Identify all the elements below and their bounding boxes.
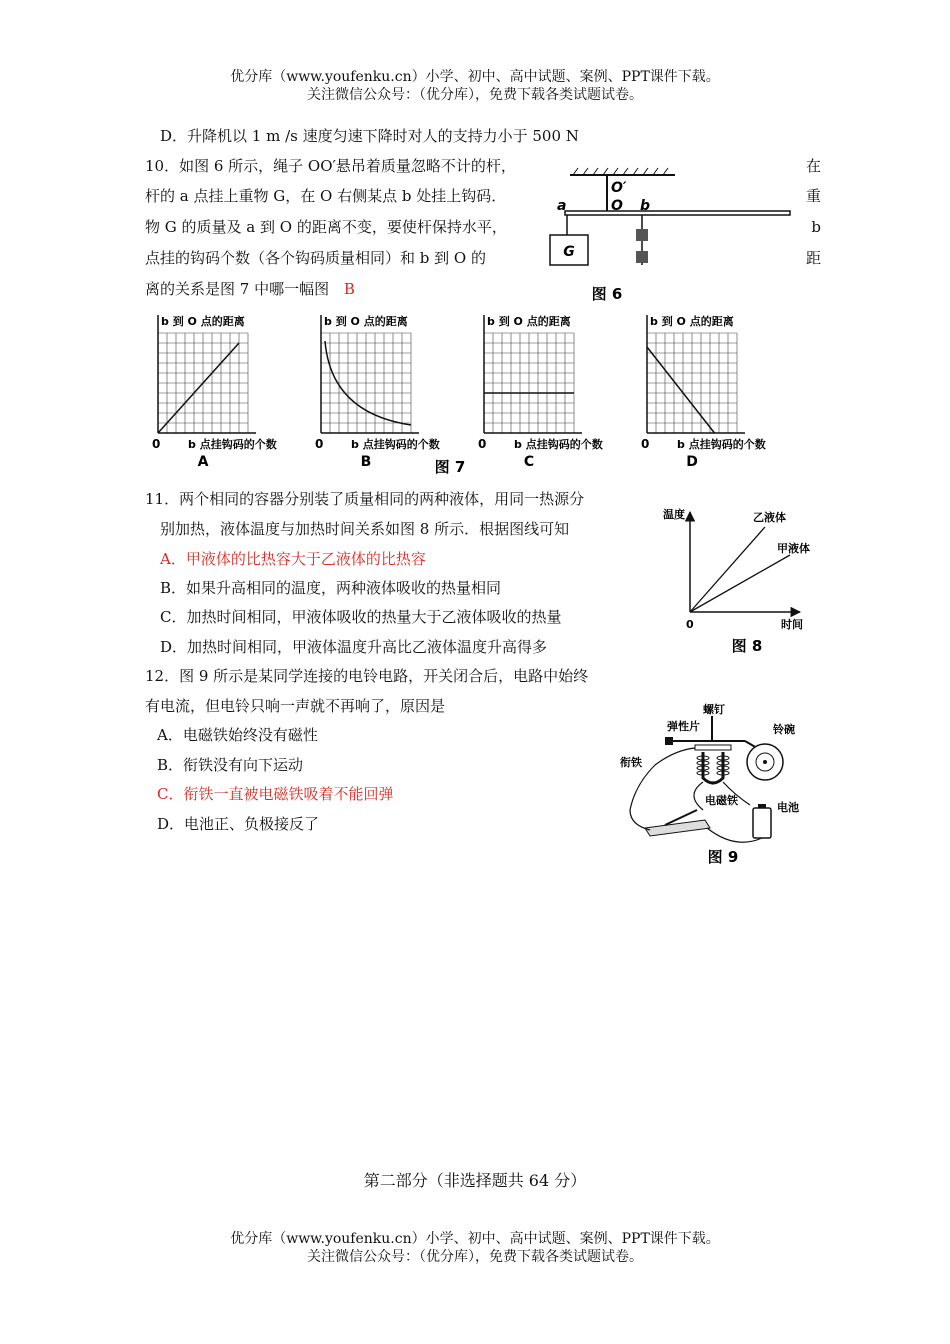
- q12-option-c: C．衔铁一直被电磁铁吸着不能回弹: [157, 785, 394, 803]
- battery: [753, 808, 771, 838]
- q10-answer: B: [343, 280, 355, 298]
- figure-7-graphs: [152, 314, 766, 470]
- graph-zero: 0: [478, 437, 487, 451]
- q11-option-d: D．加热时间相同，甲液体温度升高比乙液体温度升高得多: [160, 638, 548, 656]
- q10-line-5: [145, 279, 355, 299]
- hook-weight-2: [636, 251, 648, 263]
- graph-xlabel: b 点挂钩码的个数: [351, 438, 440, 451]
- fig8-label-jia: 甲液体: [777, 542, 810, 555]
- graph-zero: 0: [152, 437, 161, 451]
- line-jia-liquid: [690, 555, 790, 612]
- q12-option-b: B．衔铁没有向下运动: [157, 756, 304, 774]
- q10-line-2-right: 重: [805, 187, 821, 205]
- q10-line-4-right: 距: [805, 249, 821, 267]
- part-2-title: 第二部分（非选择题共 64 分）: [363, 1171, 587, 1190]
- graph-xlabel: b 点挂钩码的个数: [677, 438, 766, 451]
- q11-option-b: B．如果升高相同的温度，两种液体吸收的热量相同: [160, 579, 502, 597]
- figure-7: [140, 305, 800, 480]
- graph-xlabel: b 点挂钩码的个数: [514, 438, 603, 451]
- q10-line-3-right: b: [811, 218, 821, 236]
- fig8-label-yi: 乙液体: [753, 511, 786, 524]
- q10-line-5-text: 离的关系是图 7 中哪一幅图: [145, 280, 330, 298]
- graph-ylabel: b 到 O 点的距离: [161, 315, 245, 328]
- bell-center: [763, 760, 767, 764]
- graph-zero: 0: [641, 437, 650, 451]
- q10-line-1-right: 在: [805, 157, 821, 175]
- graph-letter: A: [197, 454, 209, 470]
- graph-curve: [158, 343, 239, 433]
- graph-letter: C: [523, 454, 535, 470]
- label-g: G: [563, 244, 575, 260]
- figure-6: [545, 165, 795, 305]
- ceiling-hatch: [573, 168, 668, 175]
- fig9-label-spring: 弹性片: [667, 720, 700, 733]
- q10-line-3-left: 物 G 的质量及 a 到 O 的距离不变，要使杆保持水平，: [145, 218, 507, 236]
- graph-a: [152, 314, 277, 470]
- figure-8: [655, 500, 820, 660]
- q9-option-d: D．升降机以 1 m /s 速度匀速下降时对人的支持力小于 500 N: [160, 127, 579, 145]
- fig9-label-battery: 电池: [777, 801, 799, 814]
- q12-line-2: 有电流，但电铃只响一声就不再响了，原因是: [145, 697, 446, 715]
- header-line-2: 关注微信公众号：（优分库），免费下载各类试题试卷。: [307, 87, 643, 103]
- q10-line-2-left: 杆的 a 点挂上重物 G，在 O 右侧某点 b 处挂上钩码．: [145, 187, 507, 205]
- figure-6-caption: 图 6: [591, 285, 623, 303]
- hook-weight-1: [636, 229, 648, 241]
- fig9-label-armature: 衔铁: [620, 756, 642, 769]
- armature: [695, 745, 731, 750]
- wire-4: [694, 782, 703, 810]
- figure-7-caption: 图 7: [434, 458, 466, 476]
- fig8-ylabel: 温度: [663, 508, 685, 521]
- q11-line-1: 11．两个相同的容器分别装了质量相同的两种液体，用同一热源分: [145, 490, 585, 508]
- q11-line-2: 别加热，液体温度与加热时间关系如图 8 所示．根据图线可知: [160, 520, 570, 538]
- q10-line-4-left: 点挂的钩码个数（各个钩码质量相同）和 b 到 O 的: [145, 249, 486, 267]
- graph-ylabel: b 到 O 点的距离: [487, 315, 571, 328]
- label-o-prime: O′: [611, 180, 627, 196]
- q12-option-d: D．电池正、负极接反了: [157, 815, 320, 833]
- graph-ylabel: b 到 O 点的距离: [324, 315, 408, 328]
- fig9-label-magnet: 电磁铁: [705, 794, 738, 807]
- graph-b: [315, 314, 440, 470]
- label-b: b: [640, 198, 651, 214]
- fig9-label-bell: 铃碗: [773, 723, 795, 736]
- graph-zero: 0: [315, 437, 324, 451]
- fig8-xlabel: 时间: [781, 618, 803, 631]
- q10-line-1-left: 10．如图 6 所示，绳子 OO′悬吊着质量忽略不计的杆，: [145, 157, 516, 175]
- q12-line-1: 12．图 9 所示是某同学连接的电铃电路，开关闭合后，电路中始终: [145, 667, 589, 685]
- spring-mount: [665, 737, 673, 745]
- graph-d: [641, 314, 766, 470]
- graph-letter: B: [360, 454, 372, 470]
- header-line-1: 优分库（www.youfenku.cn）小学、初中、高中试题、案例、PPT课件下载。: [230, 69, 720, 85]
- line-yi-liquid: [690, 527, 765, 612]
- graph-xlabel: b 点挂钩码的个数: [188, 438, 277, 451]
- graph-c: [478, 314, 603, 470]
- q11-option-a: A．甲液体的比热容大于乙液体的比热容: [160, 550, 426, 568]
- label-a: a: [557, 198, 567, 214]
- fig9-label-screw: 螺钉: [703, 703, 725, 716]
- battery-terminal: [758, 804, 766, 808]
- footer-line-2: 关注微信公众号：（优分库），免费下载各类试题试卷。: [307, 1249, 643, 1265]
- graph-curve: [647, 347, 715, 433]
- q12-option-a: A．电磁铁始终没有磁性: [157, 726, 318, 744]
- figure-9-caption: 图 9: [707, 848, 739, 866]
- figure-9: [615, 700, 815, 868]
- graph-letter: D: [686, 454, 698, 470]
- rod: [565, 211, 790, 215]
- footer-line-1: 优分库（www.youfenku.cn）小学、初中、高中试题、案例、PPT课件下载。: [230, 1231, 720, 1247]
- figure-8-caption: 图 8: [731, 637, 763, 655]
- graph-ylabel: b 到 O 点的距离: [650, 315, 734, 328]
- label-o: O: [611, 198, 623, 214]
- switch-base: [645, 820, 710, 836]
- q11-option-c: C．加热时间相同，甲液体吸收的热量大于乙液体吸收的热量: [160, 608, 562, 626]
- fig8-zero: 0: [686, 618, 694, 631]
